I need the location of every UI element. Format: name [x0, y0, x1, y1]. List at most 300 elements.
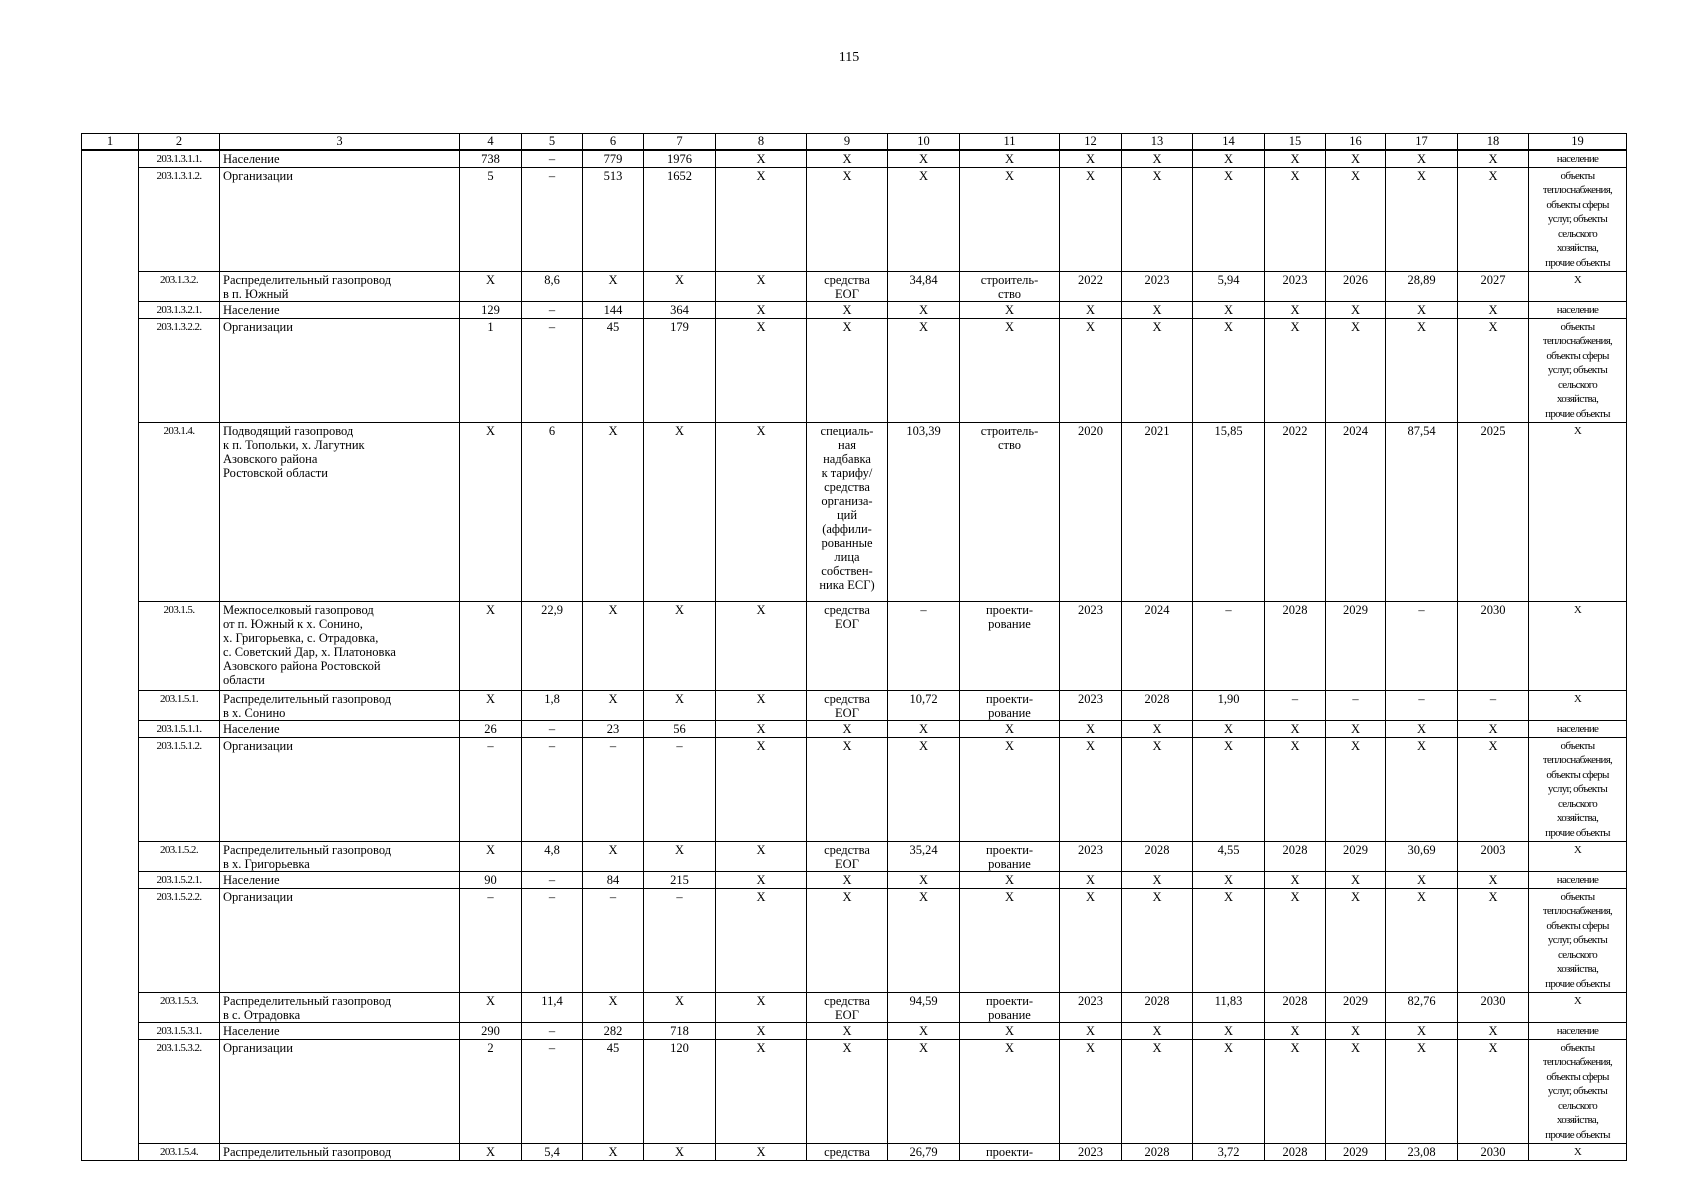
cell-col-17: X [1386, 1039, 1458, 1143]
cell-col-6: 282 [583, 1022, 644, 1039]
cell-col-11: проекти- рование [960, 690, 1060, 720]
cell-col-1 [82, 1022, 139, 1039]
cell-col-12: X [1060, 737, 1122, 841]
cell-col-10: X [888, 1039, 960, 1143]
row-name: Население [220, 871, 460, 888]
table-row [82, 1039, 1627, 1143]
cell-col-7: 215 [644, 871, 716, 888]
cell-col-4: 1 [460, 318, 522, 422]
cell-col-6: 144 [583, 301, 644, 318]
cell-col-15: 2028 [1265, 1143, 1326, 1160]
cell-col-15: X [1265, 720, 1326, 737]
row-name: Население [220, 720, 460, 737]
table-row [82, 318, 1627, 422]
cell-col-7: 1652 [644, 167, 716, 271]
cell-col-18: 2003 [1458, 841, 1529, 871]
cell-col-16: 2029 [1326, 841, 1386, 871]
cell-col-12: X [1060, 167, 1122, 271]
cell-col-17: X [1386, 720, 1458, 737]
cell-col-14: 4,55 [1193, 841, 1265, 871]
cell-col-15: X [1265, 301, 1326, 318]
cell-col-19: X [1529, 601, 1627, 690]
cell-col-6: 779 [583, 150, 644, 167]
cell-col-5: – [522, 1039, 583, 1143]
cell-col-7: X [644, 271, 716, 301]
cell-col-5: 4,8 [522, 841, 583, 871]
row-code: 203.1.5.2. [139, 841, 220, 871]
cell-col-18: X [1458, 318, 1529, 422]
column-number-16: 16 [1326, 134, 1386, 151]
table-row [82, 1143, 1627, 1160]
column-number-17: 17 [1386, 134, 1458, 151]
cell-col-17: – [1386, 601, 1458, 690]
table-row [82, 871, 1627, 888]
cell-col-14: 3,72 [1193, 1143, 1265, 1160]
cell-col-8: X [716, 841, 807, 871]
row-name: Распределительный газопровод [220, 1143, 460, 1160]
row-code: 203.1.5.1. [139, 690, 220, 720]
cell-col-12: 2023 [1060, 841, 1122, 871]
table-row [82, 888, 1627, 992]
cell-col-18: X [1458, 1022, 1529, 1039]
cell-col-11: проекти- рование [960, 601, 1060, 690]
cell-col-13: X [1122, 1039, 1193, 1143]
cell-col-13: 2028 [1122, 690, 1193, 720]
cell-col-1 [82, 1143, 139, 1160]
row-name: Население [220, 150, 460, 167]
cell-col-15: X [1265, 150, 1326, 167]
cell-col-1 [82, 422, 139, 601]
cell-col-5: – [522, 167, 583, 271]
cell-col-6: X [583, 992, 644, 1022]
column-number-1: 1 [82, 134, 139, 151]
cell-col-14: X [1193, 167, 1265, 271]
cell-col-5: 22,9 [522, 601, 583, 690]
cell-col-9: средства ЕОГ [807, 690, 888, 720]
cell-col-12: X [1060, 871, 1122, 888]
cell-col-9: X [807, 871, 888, 888]
cell-col-17: X [1386, 737, 1458, 841]
cell-col-7: 364 [644, 301, 716, 318]
cell-col-1 [82, 690, 139, 720]
cell-col-5: 1,8 [522, 690, 583, 720]
cell-col-16: X [1326, 301, 1386, 318]
cell-col-19: население [1529, 720, 1627, 737]
cell-col-17: 23,08 [1386, 1143, 1458, 1160]
column-number-15: 15 [1265, 134, 1326, 151]
cell-col-15: 2023 [1265, 271, 1326, 301]
cell-col-6: X [583, 1143, 644, 1160]
column-number-5: 5 [522, 134, 583, 151]
cell-col-19: население [1529, 150, 1627, 167]
cell-col-8: X [716, 690, 807, 720]
cell-col-13: 2024 [1122, 601, 1193, 690]
cell-col-17: X [1386, 167, 1458, 271]
row-name: Организации [220, 167, 460, 271]
page-number: 115 [838, 50, 860, 65]
cell-col-4: 90 [460, 871, 522, 888]
cell-col-12: X [1060, 720, 1122, 737]
cell-col-7: X [644, 992, 716, 1022]
cell-col-14: X [1193, 301, 1265, 318]
cell-col-1 [82, 871, 139, 888]
cell-col-7: 718 [644, 1022, 716, 1039]
cell-col-19: объекты теплоснабжения, объекты сферы услуг, объекты сельского хозяйства, прочие объекты [1529, 167, 1627, 271]
row-name: Организации [220, 888, 460, 992]
row-code: 203.1.5.1.2. [139, 737, 220, 841]
cell-col-7: X [644, 1143, 716, 1160]
cell-col-14: 5,94 [1193, 271, 1265, 301]
cell-col-6: 23 [583, 720, 644, 737]
table-row [82, 301, 1627, 318]
row-code: 203.1.5.1.1. [139, 720, 220, 737]
cell-col-14: X [1193, 318, 1265, 422]
cell-col-11: X [960, 150, 1060, 167]
cell-col-6: – [583, 737, 644, 841]
column-number-4: 4 [460, 134, 522, 151]
cell-col-5: – [522, 318, 583, 422]
cell-col-6: 45 [583, 318, 644, 422]
row-name: Распределительный газопровод в х. Григорьевка [220, 841, 460, 871]
cell-col-19: объекты теплоснабжения, объекты сферы услуг, объекты сельского хозяйства, прочие объекты [1529, 737, 1627, 841]
cell-col-12: 2020 [1060, 422, 1122, 601]
cell-col-11: проекти- рование [960, 992, 1060, 1022]
cell-col-17: 28,89 [1386, 271, 1458, 301]
table-row [82, 992, 1627, 1022]
cell-col-1 [82, 271, 139, 301]
cell-col-9: X [807, 167, 888, 271]
cell-col-9: X [807, 301, 888, 318]
row-name: Подводящий газопровод к п. Топольки, х. Лагутник Азовского района Ростовской области [220, 422, 460, 601]
cell-col-19: население [1529, 301, 1627, 318]
cell-col-13: X [1122, 1022, 1193, 1039]
cell-col-19: X [1529, 690, 1627, 720]
table-row [82, 422, 1627, 601]
cell-col-10: X [888, 720, 960, 737]
cell-col-9: средства ЕОГ [807, 601, 888, 690]
cell-col-10: – [888, 601, 960, 690]
cell-col-16: 2029 [1326, 601, 1386, 690]
cell-col-10: X [888, 737, 960, 841]
cell-col-12: 2023 [1060, 992, 1122, 1022]
cell-col-7: X [644, 601, 716, 690]
table-row [82, 737, 1627, 841]
cell-col-15: X [1265, 318, 1326, 422]
cell-col-9: средства [807, 1143, 888, 1160]
cell-col-5: – [522, 737, 583, 841]
cell-col-9: X [807, 1022, 888, 1039]
cell-col-7: 1976 [644, 150, 716, 167]
row-code: 203.1.5. [139, 601, 220, 690]
row-name: Население [220, 1022, 460, 1039]
row-name: Распределительный газопровод в х. Сонино [220, 690, 460, 720]
cell-col-1 [82, 841, 139, 871]
cell-col-15: 2022 [1265, 422, 1326, 601]
cell-col-7: X [644, 422, 716, 601]
cell-col-14: X [1193, 888, 1265, 992]
column-number-13: 13 [1122, 134, 1193, 151]
column-number-14: 14 [1193, 134, 1265, 151]
cell-col-12: X [1060, 1039, 1122, 1143]
cell-col-12: 2022 [1060, 271, 1122, 301]
cell-col-15: X [1265, 737, 1326, 841]
cell-col-4: X [460, 992, 522, 1022]
cell-col-14: X [1193, 871, 1265, 888]
cell-col-15: X [1265, 871, 1326, 888]
cell-col-12: X [1060, 301, 1122, 318]
cell-col-1 [82, 720, 139, 737]
cell-col-16: X [1326, 1039, 1386, 1143]
row-code: 203.1.5.2.1. [139, 871, 220, 888]
cell-col-13: 2028 [1122, 841, 1193, 871]
cell-col-11: строитель- ство [960, 422, 1060, 601]
cell-col-9: специаль- ная надбавка к тарифу/ средства организа- ций (аффили- рованные лица собствен- ника ЕСГ) [807, 422, 888, 601]
table-row [82, 271, 1627, 301]
cell-col-19: население [1529, 1022, 1627, 1039]
cell-col-6: X [583, 422, 644, 601]
cell-col-19: X [1529, 992, 1627, 1022]
data-table [81, 133, 1627, 1161]
cell-col-19: X [1529, 422, 1627, 601]
column-number-12: 12 [1060, 134, 1122, 151]
cell-col-11: X [960, 888, 1060, 992]
cell-col-16: X [1326, 318, 1386, 422]
cell-col-5: – [522, 720, 583, 737]
cell-col-18: 2027 [1458, 271, 1529, 301]
cell-col-15: 2028 [1265, 601, 1326, 690]
table-row [82, 1022, 1627, 1039]
cell-col-18: 2025 [1458, 422, 1529, 601]
column-number-18: 18 [1458, 134, 1529, 151]
cell-col-13: X [1122, 871, 1193, 888]
cell-col-12: X [1060, 888, 1122, 992]
cell-col-10: 94,59 [888, 992, 960, 1022]
cell-col-8: X [716, 150, 807, 167]
cell-col-10: X [888, 150, 960, 167]
column-number-11: 11 [960, 134, 1060, 151]
cell-col-11: X [960, 720, 1060, 737]
cell-col-13: X [1122, 888, 1193, 992]
row-name: Население [220, 301, 460, 318]
cell-col-9: X [807, 150, 888, 167]
row-code: 203.1.3.2.1. [139, 301, 220, 318]
cell-col-12: X [1060, 150, 1122, 167]
row-code: 203.1.5.3.1. [139, 1022, 220, 1039]
cell-col-18: X [1458, 720, 1529, 737]
cell-col-11: X [960, 318, 1060, 422]
cell-col-19: объекты теплоснабжения, объекты сферы услуг, объекты сельского хозяйства, прочие объекты [1529, 888, 1627, 992]
cell-col-4: – [460, 888, 522, 992]
row-code: 203.1.3.2. [139, 271, 220, 301]
cell-col-9: средства ЕОГ [807, 841, 888, 871]
cell-col-4: X [460, 841, 522, 871]
row-code: 203.1.3.2.2. [139, 318, 220, 422]
cell-col-18: X [1458, 871, 1529, 888]
cell-col-17: 87,54 [1386, 422, 1458, 601]
cell-col-16: X [1326, 737, 1386, 841]
cell-col-13: X [1122, 720, 1193, 737]
cell-col-4: X [460, 271, 522, 301]
column-number-7: 7 [644, 134, 716, 151]
row-code: 203.1.5.3. [139, 992, 220, 1022]
cell-col-8: X [716, 601, 807, 690]
cell-col-8: X [716, 1039, 807, 1143]
cell-col-5: – [522, 301, 583, 318]
cell-col-16: 2029 [1326, 992, 1386, 1022]
cell-col-12: 2023 [1060, 1143, 1122, 1160]
cell-col-9: X [807, 720, 888, 737]
cell-col-18: – [1458, 690, 1529, 720]
cell-col-12: X [1060, 1022, 1122, 1039]
table-row [82, 601, 1627, 690]
cell-col-6: X [583, 601, 644, 690]
row-name: Распределительный газопровод в п. Южный [220, 271, 460, 301]
cell-col-19: объекты теплоснабжения, объекты сферы услуг, объекты сельского хозяйства, прочие объекты [1529, 1039, 1627, 1143]
cell-col-14: X [1193, 737, 1265, 841]
cell-col-10: X [888, 888, 960, 992]
cell-col-9: X [807, 1039, 888, 1143]
cell-col-10: X [888, 167, 960, 271]
column-number-8: 8 [716, 134, 807, 151]
cell-col-14: X [1193, 150, 1265, 167]
cell-col-17: X [1386, 318, 1458, 422]
cell-col-18: 2030 [1458, 601, 1529, 690]
row-code: 203.1.5.4. [139, 1143, 220, 1160]
cell-col-8: X [716, 1143, 807, 1160]
cell-col-10: X [888, 301, 960, 318]
cell-col-4: X [460, 1143, 522, 1160]
cell-col-17: X [1386, 1022, 1458, 1039]
cell-col-17: 30,69 [1386, 841, 1458, 871]
cell-col-17: – [1386, 690, 1458, 720]
cell-col-19: X [1529, 1143, 1627, 1160]
cell-col-5: 8,6 [522, 271, 583, 301]
row-code: 203.1.5.3.2. [139, 1039, 220, 1143]
cell-col-10: 34,84 [888, 271, 960, 301]
cell-col-10: 10,72 [888, 690, 960, 720]
cell-col-10: X [888, 1022, 960, 1039]
cell-col-17: 82,76 [1386, 992, 1458, 1022]
cell-col-18: X [1458, 1039, 1529, 1143]
cell-col-8: X [716, 871, 807, 888]
cell-col-9: X [807, 888, 888, 992]
cell-col-1 [82, 1039, 139, 1143]
cell-col-8: X [716, 992, 807, 1022]
cell-col-7: X [644, 690, 716, 720]
cell-col-15: X [1265, 1022, 1326, 1039]
cell-col-12: X [1060, 318, 1122, 422]
cell-col-10: 35,24 [888, 841, 960, 871]
cell-col-13: X [1122, 318, 1193, 422]
cell-col-19: объекты теплоснабжения, объекты сферы услуг, объекты сельского хозяйства, прочие объекты [1529, 318, 1627, 422]
cell-col-13: 2028 [1122, 992, 1193, 1022]
cell-col-17: X [1386, 150, 1458, 167]
column-number-9: 9 [807, 134, 888, 151]
cell-col-16: X [1326, 720, 1386, 737]
cell-col-11: проекти- рование [960, 841, 1060, 871]
cell-col-6: – [583, 888, 644, 992]
cell-col-9: средства ЕОГ [807, 992, 888, 1022]
cell-col-7: 120 [644, 1039, 716, 1143]
row-name: Межпоселковый газопровод от п. Южный к х. Сонино, х. Григорьевка, с. Отрадовка, с. Советский Дар, х. Платоновка Азовского района Ростовской области [220, 601, 460, 690]
row-code: 203.1.5.2.2. [139, 888, 220, 992]
cell-col-16: X [1326, 888, 1386, 992]
cell-col-8: X [716, 167, 807, 271]
cell-col-6: X [583, 271, 644, 301]
cell-col-8: X [716, 888, 807, 992]
table-row [82, 720, 1627, 737]
cell-col-8: X [716, 1022, 807, 1039]
cell-col-18: X [1458, 150, 1529, 167]
cell-col-11: строитель- ство [960, 271, 1060, 301]
cell-col-19: население [1529, 871, 1627, 888]
cell-col-13: 2028 [1122, 1143, 1193, 1160]
cell-col-8: X [716, 737, 807, 841]
cell-col-16: 2024 [1326, 422, 1386, 601]
cell-col-10: X [888, 318, 960, 422]
cell-col-8: X [716, 318, 807, 422]
cell-col-1 [82, 992, 139, 1022]
cell-col-16: – [1326, 690, 1386, 720]
cell-col-14: X [1193, 1039, 1265, 1143]
cell-col-4: X [460, 601, 522, 690]
table-row [82, 150, 1627, 167]
row-name: Организации [220, 318, 460, 422]
cell-col-18: X [1458, 888, 1529, 992]
table-row [82, 841, 1627, 871]
cell-col-1 [82, 318, 139, 422]
row-name: Распределительный газопровод в с. Отрадовка [220, 992, 460, 1022]
cell-col-7: 179 [644, 318, 716, 422]
cell-col-18: X [1458, 301, 1529, 318]
cell-col-10: 26,79 [888, 1143, 960, 1160]
cell-col-4: – [460, 737, 522, 841]
cell-col-14: – [1193, 601, 1265, 690]
cell-col-5: – [522, 871, 583, 888]
cell-col-11: проекти- [960, 1143, 1060, 1160]
table-row [82, 690, 1627, 720]
cell-col-17: X [1386, 871, 1458, 888]
row-code: 203.1.4. [139, 422, 220, 601]
cell-col-7: X [644, 841, 716, 871]
cell-col-11: X [960, 871, 1060, 888]
cell-col-11: X [960, 1039, 1060, 1143]
cell-col-9: X [807, 318, 888, 422]
row-name: Организации [220, 1039, 460, 1143]
cell-col-13: X [1122, 737, 1193, 841]
cell-col-5: 11,4 [522, 992, 583, 1022]
cell-col-11: X [960, 1022, 1060, 1039]
cell-col-11: X [960, 167, 1060, 271]
cell-col-14: X [1193, 720, 1265, 737]
cell-col-4: 5 [460, 167, 522, 271]
cell-col-9: X [807, 737, 888, 841]
cell-col-1 [82, 737, 139, 841]
cell-col-16: 2026 [1326, 271, 1386, 301]
cell-col-12: 2023 [1060, 690, 1122, 720]
column-number-10: 10 [888, 134, 960, 151]
cell-col-7: – [644, 888, 716, 992]
cell-col-18: X [1458, 167, 1529, 271]
cell-col-5: 5,4 [522, 1143, 583, 1160]
cell-col-1 [82, 301, 139, 318]
cell-col-7: – [644, 737, 716, 841]
cell-col-4: X [460, 422, 522, 601]
column-number-2: 2 [139, 134, 220, 151]
cell-col-7: 56 [644, 720, 716, 737]
cell-col-1 [82, 150, 139, 167]
column-number-6: 6 [583, 134, 644, 151]
